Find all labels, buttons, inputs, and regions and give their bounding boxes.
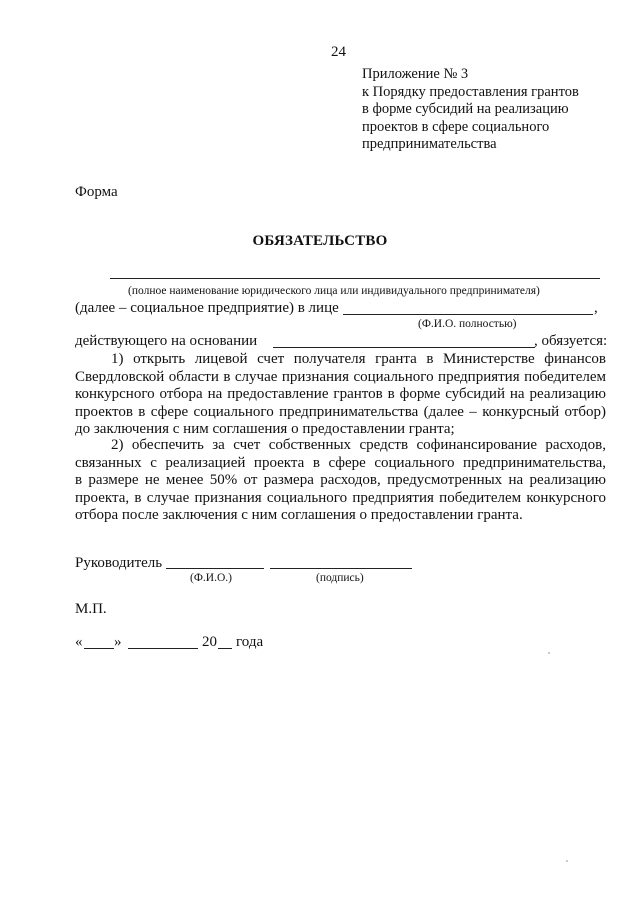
paragraph-line: проекта, в случае признания социального предприятия победителем конкурсного <box>75 489 606 506</box>
paragraph-line: конкурсного отбора на предоставление грантов в форме субсидий на реализацию <box>75 386 606 403</box>
appendix-line: в форме субсидий на реализацию <box>362 101 569 117</box>
document-title: ОБЯЗАТЕЛЬСТВО <box>252 233 388 249</box>
entity-name-field-line <box>110 278 600 279</box>
appendix-line: Приложение № 3 <box>362 66 469 82</box>
basis-field-line <box>273 347 535 348</box>
paragraph-line: в размере не менее 50% от размера расходов, предусмотренных на реализацию <box>75 472 606 489</box>
signature-label: Руководитель <box>75 555 163 571</box>
representative-field-line <box>343 314 593 315</box>
date-open-quote: « <box>75 634 83 650</box>
date-year-prefix: 20 <box>202 634 217 650</box>
paragraph-line: связанных с реализацией проекта в сфере социального предпринимательства, <box>75 454 606 471</box>
date-year-field-line <box>218 648 232 649</box>
date-day-field-line <box>84 648 114 649</box>
signature-sign-hint: (подпись) <box>316 572 364 584</box>
paragraph-line: проектов в сфере социального предпринимательства (далее – конкурсный отбор) <box>75 403 606 420</box>
stamp-label: М.П. <box>75 601 107 617</box>
paragraph-line: отбора после заключения с ним соглашения о предоставлении гранта. <box>75 507 523 524</box>
date-year-suffix: года <box>236 634 264 650</box>
basis-suffix: , обязуется: <box>534 333 608 349</box>
page-number: 24 <box>331 44 346 60</box>
representative-label: (далее – социальное предприятие) в лице <box>75 300 339 316</box>
signature-fio-field-line <box>166 568 264 569</box>
date-month-field-line <box>128 648 198 649</box>
appendix-reference <box>362 66 579 154</box>
obligation-item-2 <box>75 437 606 525</box>
signature-sign-field-line <box>270 568 412 569</box>
scan-speck <box>566 860 568 862</box>
representative-line-end: , <box>594 300 598 316</box>
form-label: Форма <box>75 184 118 200</box>
date-close-quote: » <box>114 634 122 650</box>
paragraph-line: 2) обеспечить за счет собственных средств софинансирование расходов, <box>111 437 606 453</box>
paragraph-line: 1) открыть лицевой счет получателя гранта в Министерстве финансов <box>111 351 606 367</box>
appendix-line: к Порядку предоставления грантов <box>362 83 579 100</box>
paragraph-line: до заключения с ним соглашения о предоставлении гранта; <box>75 421 455 438</box>
appendix-line: проектов в сфере социального <box>362 118 550 135</box>
scan-speck <box>548 652 550 654</box>
fio-hint: (Ф.И.О. полностью) <box>418 318 517 330</box>
obligation-item-1 <box>75 351 606 439</box>
entity-name-hint: (полное наименование юридического лица или индивидуального предпринимателя) <box>128 285 540 297</box>
signature-fio-hint: (Ф.И.О.) <box>190 572 232 584</box>
paragraph-line: Свердловской области в случае признания социального предприятия победителем <box>75 368 606 385</box>
basis-label: действующего на основании <box>75 333 258 349</box>
appendix-line: предпринимательства <box>362 136 497 152</box>
